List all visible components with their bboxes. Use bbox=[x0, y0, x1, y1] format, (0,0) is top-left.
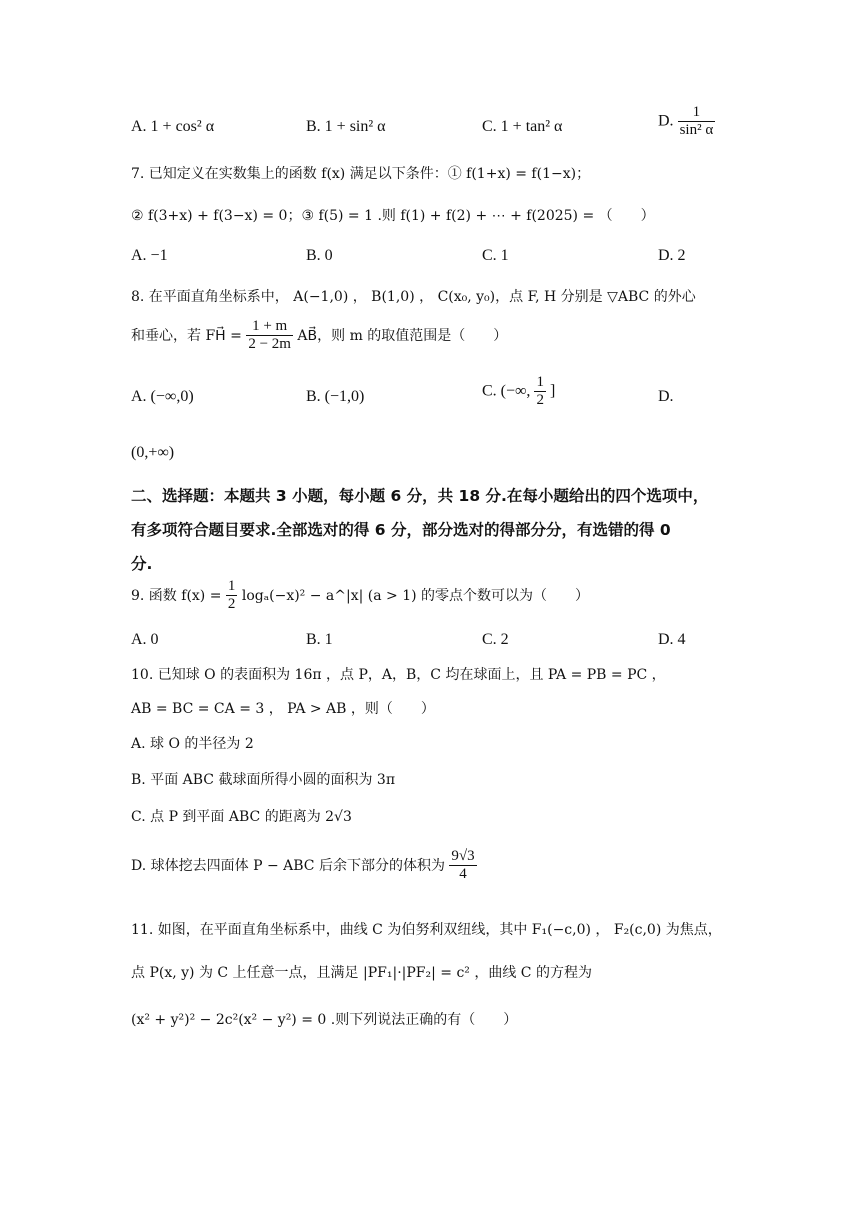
q9-option-a: A. 0 bbox=[131, 631, 159, 648]
q10-option-c: C. 点 P 到平面 ABC 的距离为 2√3 bbox=[131, 809, 352, 825]
q8-option-c-numerator: 1 bbox=[534, 374, 546, 392]
q7-option-d: D. 2 bbox=[658, 247, 686, 264]
q8-line-2-post: AB⃗，则 m 的取值范围是（ ） bbox=[297, 327, 508, 344]
q10-line-1: 10. 已知球 O 的表面积为 16π ，点 P，A，B，C 均在球面上，且 PA = PB = PC ， bbox=[131, 667, 666, 683]
q8-fraction-denominator: 2 − 2m bbox=[248, 336, 291, 353]
q6-option-b: B. 1 + sin² α bbox=[306, 118, 386, 135]
q10-option-b: B. 平面 ABC 截球面所得小圆的面积为 3π bbox=[131, 772, 396, 788]
q6-option-d-label: D. bbox=[658, 112, 674, 130]
q8-option-c-pre: C. (−∞, bbox=[482, 382, 531, 400]
q7-option-c: C. 1 bbox=[482, 247, 509, 264]
q6-option-d-fraction bbox=[678, 104, 716, 140]
q8-option-c-fraction bbox=[534, 374, 546, 410]
q7-option-a: A. −1 bbox=[131, 247, 168, 264]
q6-option-a: A. 1 + cos² α bbox=[131, 118, 215, 135]
q6-option-d-numerator: 1 bbox=[678, 104, 716, 122]
q7-line-2: ② f(3+x) + f(3−x) = 0；③ f(5) = 1 .则 f(1) + f(2) + ⋯ + f(2025) = （ ） bbox=[131, 208, 655, 224]
section-2-line-3: 分. bbox=[131, 555, 153, 573]
q11-line-1: 11. 如图，在平面直角坐标系中，曲线 C 为伯努利双纽线，其中 F₁(−c,0) ， F₂(c,0) 为焦点， bbox=[131, 922, 722, 938]
q8-option-a: A. (−∞,0) bbox=[131, 388, 194, 405]
q8-option-c-denominator: 2 bbox=[536, 392, 544, 409]
q8-option-c bbox=[482, 374, 555, 410]
q11-line-3: (x² + y²)² − 2c²(x² − y²) = 0 .则下列说法正确的有（ ） bbox=[131, 1012, 518, 1028]
q9-fraction bbox=[226, 578, 238, 614]
q8-option-d-continued: (0,+∞) bbox=[131, 444, 175, 461]
section-2-line-2: 有多项符合题目要求.全部选对的得 6 分，部分选对的得部分分，有选错的得 0 bbox=[131, 521, 671, 539]
q8-fraction-numerator: 1 + m bbox=[246, 318, 293, 336]
q9-stem-post: logₐ(−x)² − a^|x| (a > 1) 的零点个数可以为（ ） bbox=[241, 587, 590, 604]
q8-option-b: B. (−1,0) bbox=[306, 388, 365, 405]
q10-option-d-numerator: 9√3 bbox=[449, 848, 476, 866]
q8-line-2 bbox=[131, 318, 507, 354]
q9-option-d: D. 4 bbox=[658, 631, 686, 648]
q10-line-2: AB = BC = CA = 3 ， PA > AB ，则（ ） bbox=[131, 701, 435, 717]
q11-line-2: 点 P(x, y) 为 C 上任意一点，且满足 |PF₁|·|PF₂| = c² ，曲线 C 的方程为 bbox=[131, 965, 592, 981]
q9-fraction-denominator: 2 bbox=[227, 596, 236, 613]
section-2-line-1: 二、选择题：本题共 3 小题，每小题 6 分，共 18 分.在每小题给出的四个选项中， bbox=[131, 487, 709, 505]
q6-option-d bbox=[658, 104, 715, 140]
q10-option-a: A. 球 O 的半径为 2 bbox=[131, 736, 254, 752]
q8-line-1: 8. 在平面直角坐标系中， A(−1,0) ， B(1,0) ， C(x₀, y₀)，点 F, H 分别是 ▽ABC 的外心 bbox=[131, 289, 696, 305]
q9-stem-pre: 9. 函数 f(x) = bbox=[131, 587, 222, 604]
q9-option-b: B. 1 bbox=[306, 631, 333, 648]
q9-option-c: C. 2 bbox=[482, 631, 509, 648]
q8-fraction bbox=[246, 318, 293, 354]
q9-stem bbox=[131, 578, 589, 614]
q10-option-d-fraction bbox=[449, 848, 476, 884]
q10-option-d bbox=[131, 848, 477, 884]
q10-option-d-denominator: 4 bbox=[459, 866, 467, 883]
q7-option-b: B. 0 bbox=[306, 247, 333, 264]
q7-line-1: 7. 已知定义在实数集上的函数 f(x) 满足以下条件：① f(1+x) = f(1−x)； bbox=[131, 166, 591, 182]
q10-option-d-pre: D. 球体挖去四面体 P − ABC 后余下部分的体积为 bbox=[131, 857, 445, 874]
q8-line-2-pre: 和垂心，若 FH⃗ = bbox=[131, 327, 242, 344]
q6-option-c: C. 1 + tan² α bbox=[482, 118, 563, 135]
q8-option-d: D. bbox=[658, 388, 674, 405]
q9-fraction-numerator: 1 bbox=[226, 578, 238, 596]
q8-option-c-post: ] bbox=[549, 382, 556, 400]
q6-option-d-denominator: sin² α bbox=[679, 122, 714, 139]
